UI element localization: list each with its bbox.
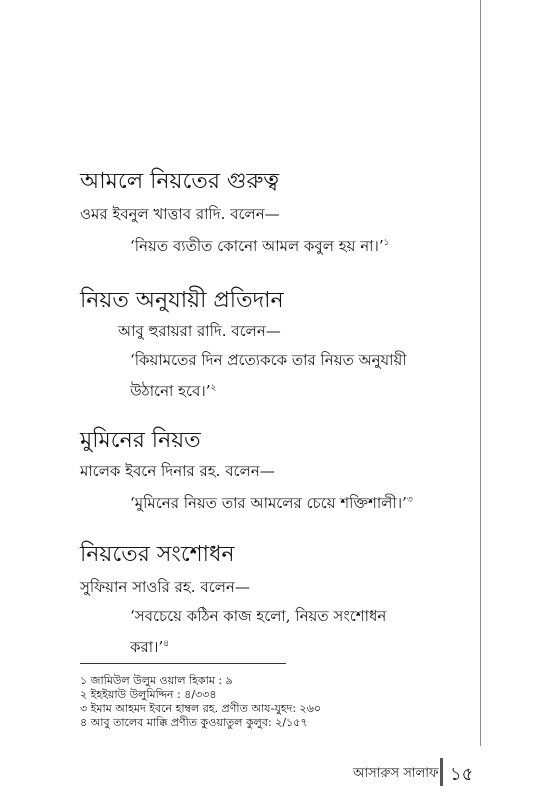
section-heading: নিয়তের সংশোধন — [80, 542, 235, 567]
quote-text: ‘কিয়ামতের দিন প্রত্যেককে তার নিয়ত অনুযায়ী উঠানো হবে।’ — [130, 351, 407, 400]
margin-rule — [480, 0, 481, 746]
page-number-bar — [440, 758, 443, 786]
footnote: ৩ ইমাম আহমদ ইবনে হাম্বল রহ. প্রণীত আয-যুহদ: ২৬০ — [80, 702, 322, 715]
section-quote — [130, 486, 430, 517]
running-head: আসারুস সালাফ — [353, 766, 439, 781]
section-heading: মুমিনের নিয়ত — [80, 428, 201, 453]
section-quote — [130, 229, 430, 260]
quote-text: ‘নিয়ত ব্যতীত কোনো আমল কবুল হয় না।’ — [130, 237, 384, 255]
footnote: ৪ আবু তালেব মাক্কি প্রণীত কুওয়াতুল কুলুব: ২/১৫৭ — [80, 716, 308, 729]
section-heading: আমলে নিয়তের গুরুত্ব — [80, 169, 279, 194]
footnote-ref: ২ — [210, 383, 217, 393]
section-intro: সুফিয়ান সাওরি রহ. বলেন— — [80, 578, 250, 596]
page-number: ১৫ — [450, 764, 474, 785]
section-quote — [130, 346, 430, 405]
section-quote — [130, 602, 430, 661]
footnote-ref: ১ — [383, 238, 390, 248]
footnote: ১ জামিউল উলুম ওয়াল হিকাম : ৯ — [80, 674, 233, 687]
quote-text: ‘মুমিনের নিয়ত তার আমলের চেয়ে শক্তিশালী।’ — [130, 494, 407, 512]
footnotes — [80, 674, 321, 730]
section-intro: আবু হুরায়রা রাদি. বলেন— — [118, 322, 281, 340]
footnote: ২ ইহইয়াউ উলুমিদ্দিন : ৪/৩৩৪ — [80, 688, 217, 701]
section-heading: নিয়ত অনুযায়ী প্রতিদান — [80, 288, 284, 313]
footnote-ref: ৩ — [406, 495, 413, 505]
quote-text: ‘সবচেয়ে কঠিন কাজ হলো, নিয়ত সংশোধন করা।’ — [130, 607, 387, 656]
footnote-ref: ৪ — [163, 639, 170, 649]
footnote-divider — [80, 663, 286, 664]
section-intro: মালেক ইবনে দিনার রহ. বলেন— — [80, 462, 275, 480]
section-intro: ওমর ইবনুল খাত্তাব রাদি. বলেন— — [80, 205, 280, 223]
